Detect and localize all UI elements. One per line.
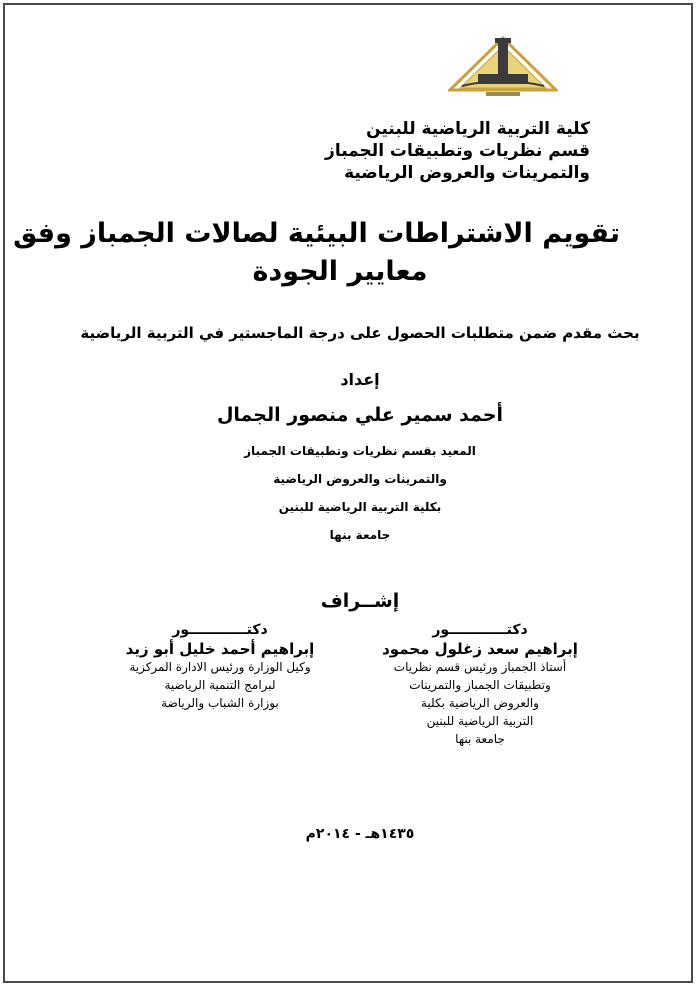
thesis-title-line1: تقويم الاشتراطات البيئية لصالات الجمباز وفق bbox=[13, 218, 620, 249]
preparation-label: إعداد bbox=[340, 370, 380, 389]
supervisor-1-line: جامعة بنها bbox=[455, 732, 505, 746]
degree-subtitle: بحث مقدم ضمن متطلبات الحصول على درجة الماجستير في التربية الرياضية bbox=[80, 324, 640, 342]
supervision-label: إشــراف bbox=[320, 590, 400, 612]
supervisor-2-line: وكيل الوزارة ورئيس الادارة المركزية bbox=[129, 660, 311, 674]
supervisor-2-line: لبرامج التنمية الرياضية bbox=[164, 678, 276, 692]
author-university: جامعة بنها bbox=[329, 528, 391, 542]
author-position-cont: والتمرينات والعروض الرياضية bbox=[273, 472, 447, 486]
supervisor-2-line: بوزارة الشباب والرياضة bbox=[161, 696, 279, 710]
supervisor-1-name: إبراهيم سعد زغلول محمود bbox=[382, 640, 578, 658]
institution-department: قسم نظريات وتطبيقات الجمباز bbox=[325, 141, 590, 161]
institution-department-cont: والتمرينات والعروض الرياضية bbox=[344, 163, 590, 183]
author-name: أحمد سمير علي منصور الجمال bbox=[216, 404, 504, 426]
author-position: المعيد بقسم نظريات وتطبيقات الجمباز bbox=[244, 444, 476, 458]
supervisor-1-line: والعروض الرياضية بكلية bbox=[421, 696, 539, 710]
institution-college: كلية التربية الرياضية للبنين bbox=[366, 119, 590, 139]
thesis-title-line2: معايير الجودة bbox=[252, 256, 428, 287]
author-college: بكلية التربية الرياضية للبنين bbox=[278, 500, 442, 514]
supervisor-2-title: دكتــــــــــــور bbox=[172, 622, 268, 638]
university-logo bbox=[448, 30, 558, 102]
supervisor-1-line: أستاذ الجمباز ورئيس قسم نظريات bbox=[393, 660, 567, 674]
supervisor-1-line: التربية الرياضية للبنين bbox=[426, 714, 534, 728]
supervisor-1-title: دكتــــــــــــور bbox=[432, 622, 528, 638]
supervisor-1-line: وتطبيقات الجمباز والتمرينات bbox=[409, 678, 551, 692]
supervisor-1 bbox=[365, 622, 595, 748]
date-line: ١٤٣٥هـ - ٢٠١٤م bbox=[305, 826, 415, 842]
supervisor-2-name: إبراهيم أحمد خليل أبو زيد bbox=[125, 640, 315, 658]
supervisor-2 bbox=[95, 622, 345, 712]
